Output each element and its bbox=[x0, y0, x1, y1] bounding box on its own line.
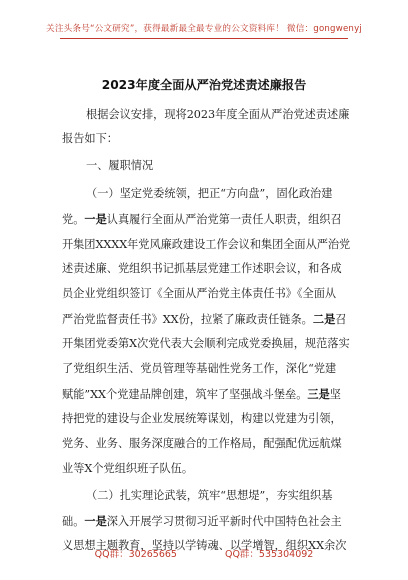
emphasis-marker: 二是 bbox=[312, 312, 336, 326]
text-run: 了党组织生活、党员管理等基础性党务工作，深化“党建 bbox=[62, 362, 337, 375]
body-line bbox=[62, 412, 342, 426]
body-line bbox=[62, 514, 342, 529]
header-banner: 关注头条号“公文研究”，获得最新最全最专业的公文资料库！ 微信：gongwenyj bbox=[46, 24, 362, 34]
text-run: 义思想主题教育，坚持以学铸魂、以学增智，组织XX余次 bbox=[62, 539, 347, 552]
footer bbox=[0, 546, 408, 560]
text-run: 严治党监督责任书》XX份，拉紧了廉政责任链条。 bbox=[62, 313, 313, 326]
emphasis-marker: 三是 bbox=[307, 387, 330, 401]
text-run: 开集团党委第X次党代表大会顺利完成党委换届，规范落实 bbox=[62, 337, 350, 350]
document-title: 2023年度全面从严治党述责述廉报告 bbox=[101, 78, 307, 92]
footer-qq-group-1: QQ群：30265665 bbox=[94, 549, 177, 560]
body-line bbox=[86, 159, 153, 173]
body-line bbox=[62, 262, 342, 276]
text-run: 党。 bbox=[62, 213, 85, 226]
body-line bbox=[62, 337, 350, 351]
text-run: 召 bbox=[335, 313, 347, 326]
text-run: 坚 bbox=[329, 388, 341, 401]
text-run: （一）坚定党委统领，把正“方向盘”，固化政治建 bbox=[86, 187, 333, 200]
emphasis-marker: 一是 bbox=[84, 212, 107, 226]
body-line bbox=[62, 462, 193, 476]
body-line bbox=[86, 108, 349, 122]
text-run: 员企业党组织签订《全面从严治党主体责任书》《全面从 bbox=[62, 287, 337, 300]
body-line bbox=[62, 387, 341, 402]
text-run: （二）扎实理论武装，筑牢“思想堤”，夯实组织基 bbox=[86, 489, 333, 502]
text-run: 业等X个党组织班子队伍。 bbox=[62, 462, 194, 475]
text-run: 持把党的建设与企业发展统筹谋划，构建以党建为引领， bbox=[62, 412, 342, 425]
text-run: 赋能”XX个党建品牌创建，筑牢了坚强战斗堡垒。 bbox=[62, 388, 308, 401]
body-line bbox=[62, 287, 336, 301]
header-divider bbox=[60, 38, 348, 39]
body-line bbox=[86, 489, 332, 503]
text-run: 开集团XXXX年党风廉政建设工作会议和集团全面从严治党 bbox=[62, 238, 351, 251]
text-run: 根据会议安排，现将2023年度全面从严治党述责述廉 bbox=[86, 108, 350, 121]
text-run: 党务、业务、服务深度融合的工作格局，配强配优远航煤 bbox=[62, 437, 342, 450]
text-run: 述责述廉、党组织书记抓基层党建工作述职会议，和各成 bbox=[62, 262, 342, 275]
text-run: 报告如下： bbox=[62, 132, 118, 145]
text-run: 础。 bbox=[62, 515, 85, 528]
footer-qq-group-2: QQ群：535304092 bbox=[224, 549, 314, 560]
body-line bbox=[62, 437, 342, 451]
body-line bbox=[62, 212, 342, 227]
body-line bbox=[86, 187, 332, 201]
body-line bbox=[62, 132, 118, 146]
body-line bbox=[62, 238, 350, 252]
text-run: 深入开展学习贯彻习近平新时代中国特色社会主 bbox=[106, 515, 342, 528]
emphasis-marker: 一是 bbox=[84, 514, 107, 528]
text-run: 一、履职情况 bbox=[86, 159, 154, 172]
text-run: 认真履行全面从严治党第一责任人职责，组织召 bbox=[106, 213, 342, 226]
body-line bbox=[62, 312, 346, 327]
body-line bbox=[62, 362, 336, 376]
